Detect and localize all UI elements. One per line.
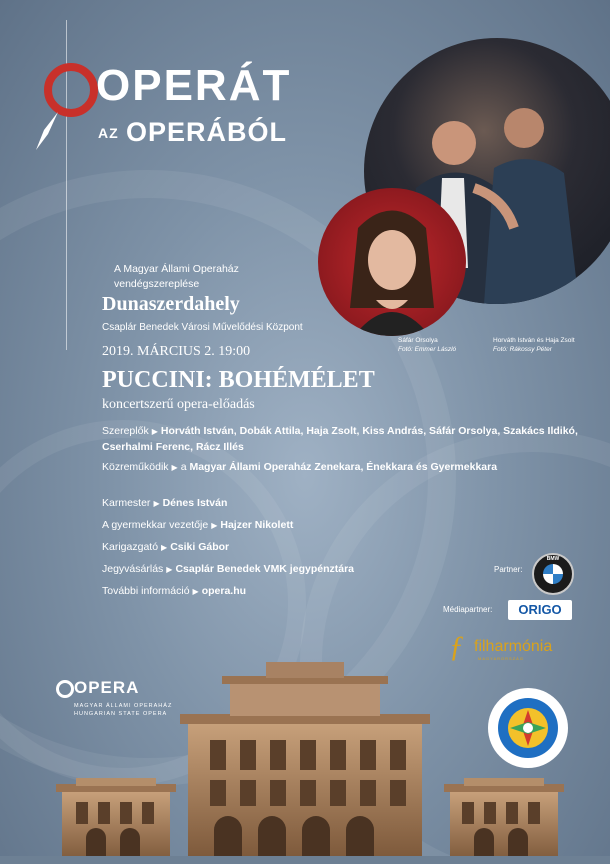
participants-prefix: a xyxy=(180,461,187,473)
opera-logo-line2: HUNGARIAN STATE OPERA xyxy=(74,711,168,717)
caption-left-name: Sáfár Orsolya xyxy=(398,337,438,344)
arrow-right-icon: ▶ xyxy=(151,427,158,436)
city-heading: Dunaszerdahely xyxy=(102,293,240,315)
caption-right-name: Horváth István és Haja Zsolt xyxy=(493,337,575,344)
credit-value: Hajzer Nikolett xyxy=(220,519,294,531)
cast-names-line2: Cserhalmi Ferenc, Rácz Illés xyxy=(102,441,244,453)
intro-line2: vendégszereplése xyxy=(114,278,200,290)
filharmonia-f-icon: ƒ xyxy=(449,630,464,663)
participants-row xyxy=(102,459,497,476)
caption-right-photo: Fotó: Rákossy Péter xyxy=(493,346,552,353)
filharmonia-logo: filharmónia xyxy=(474,638,553,655)
caption-left xyxy=(398,336,456,354)
participants-label: Közreműködik xyxy=(102,461,169,473)
media-partner-label: Médiapartner: xyxy=(443,605,493,614)
logo-small-word: AZ xyxy=(98,125,119,141)
caption-right xyxy=(493,336,575,354)
participants-value: Magyar Állami Operaház Zenekara, Énekkara és Gyermekkara xyxy=(189,461,498,473)
caption-left-photo: Fotó: Emmer László xyxy=(398,346,457,353)
bmw-logo-icon xyxy=(532,553,574,595)
arrow-right-icon: ▶ xyxy=(171,463,178,472)
arrow-right-icon: ▶ xyxy=(211,521,218,530)
credit-label: További információ xyxy=(102,585,190,597)
origo-logo: ORIGO xyxy=(508,600,572,620)
opera-logo-name: OPERA xyxy=(74,678,140,697)
portrait-photo xyxy=(318,188,466,336)
bmw-logo-text: BMW xyxy=(546,556,560,562)
credit-label: A gyermekkar vezetője xyxy=(102,519,209,531)
filharmonia-sub: MAGYARORSZÁG xyxy=(478,656,524,661)
portrait-illustration xyxy=(318,188,466,336)
cast-label: Szereplők xyxy=(102,425,149,437)
opera-house-illustration xyxy=(0,660,610,864)
opera-logo-line1: MAGYAR ÁLLAMI OPERAHÁZ xyxy=(74,703,173,709)
arrow-right-icon: ▶ xyxy=(161,543,168,552)
cast-row-2 xyxy=(102,439,244,455)
credit-row xyxy=(102,495,227,512)
arrow-right-icon: ▶ xyxy=(166,565,173,574)
partner-label: Partner: xyxy=(494,565,523,574)
credit-link[interactable]: opera.hu xyxy=(201,585,247,597)
logo-red-ring-icon xyxy=(44,63,98,117)
credit-row xyxy=(102,517,293,534)
credit-row xyxy=(102,561,354,578)
credit-row xyxy=(102,583,246,600)
arrow-right-icon: ▶ xyxy=(192,587,199,596)
intro-block xyxy=(114,262,239,292)
show-subtitle: koncertszerű opera-előadás xyxy=(102,397,255,412)
credit-label: Karigazgató xyxy=(102,541,159,553)
cast-row xyxy=(102,423,578,440)
credit-row xyxy=(102,539,229,556)
credit-label: Karmester xyxy=(102,497,151,509)
intro-line1: A Magyar Állami Operaház xyxy=(114,263,239,275)
cast-names-line1: Horváth István, Dobák Attila, Haja Zsolt, Kiss András, Sáfár Orsolya, Szakács Ildikó, xyxy=(160,425,578,437)
credit-value: Csaplár Benedek VMK jegypénztára xyxy=(175,563,354,575)
logo-title: OPERÁT xyxy=(96,61,292,110)
date-text: 2019. MÁRCIUS 2. 19:00 xyxy=(102,344,251,359)
logo-quill-icon xyxy=(34,112,60,150)
show-title: PUCCINI: BOHÉMÉLET xyxy=(102,367,375,393)
arrow-right-icon: ▶ xyxy=(153,499,160,508)
credit-value: Csiki Gábor xyxy=(170,541,230,553)
credit-value: Dénes István xyxy=(162,497,228,509)
credit-label: Jegyvásárlás xyxy=(102,563,164,575)
logo-subtitle: OPERÁBÓL xyxy=(126,117,288,147)
venue-text: Csaplár Benedek Városi Művelődési Központ xyxy=(102,322,303,333)
